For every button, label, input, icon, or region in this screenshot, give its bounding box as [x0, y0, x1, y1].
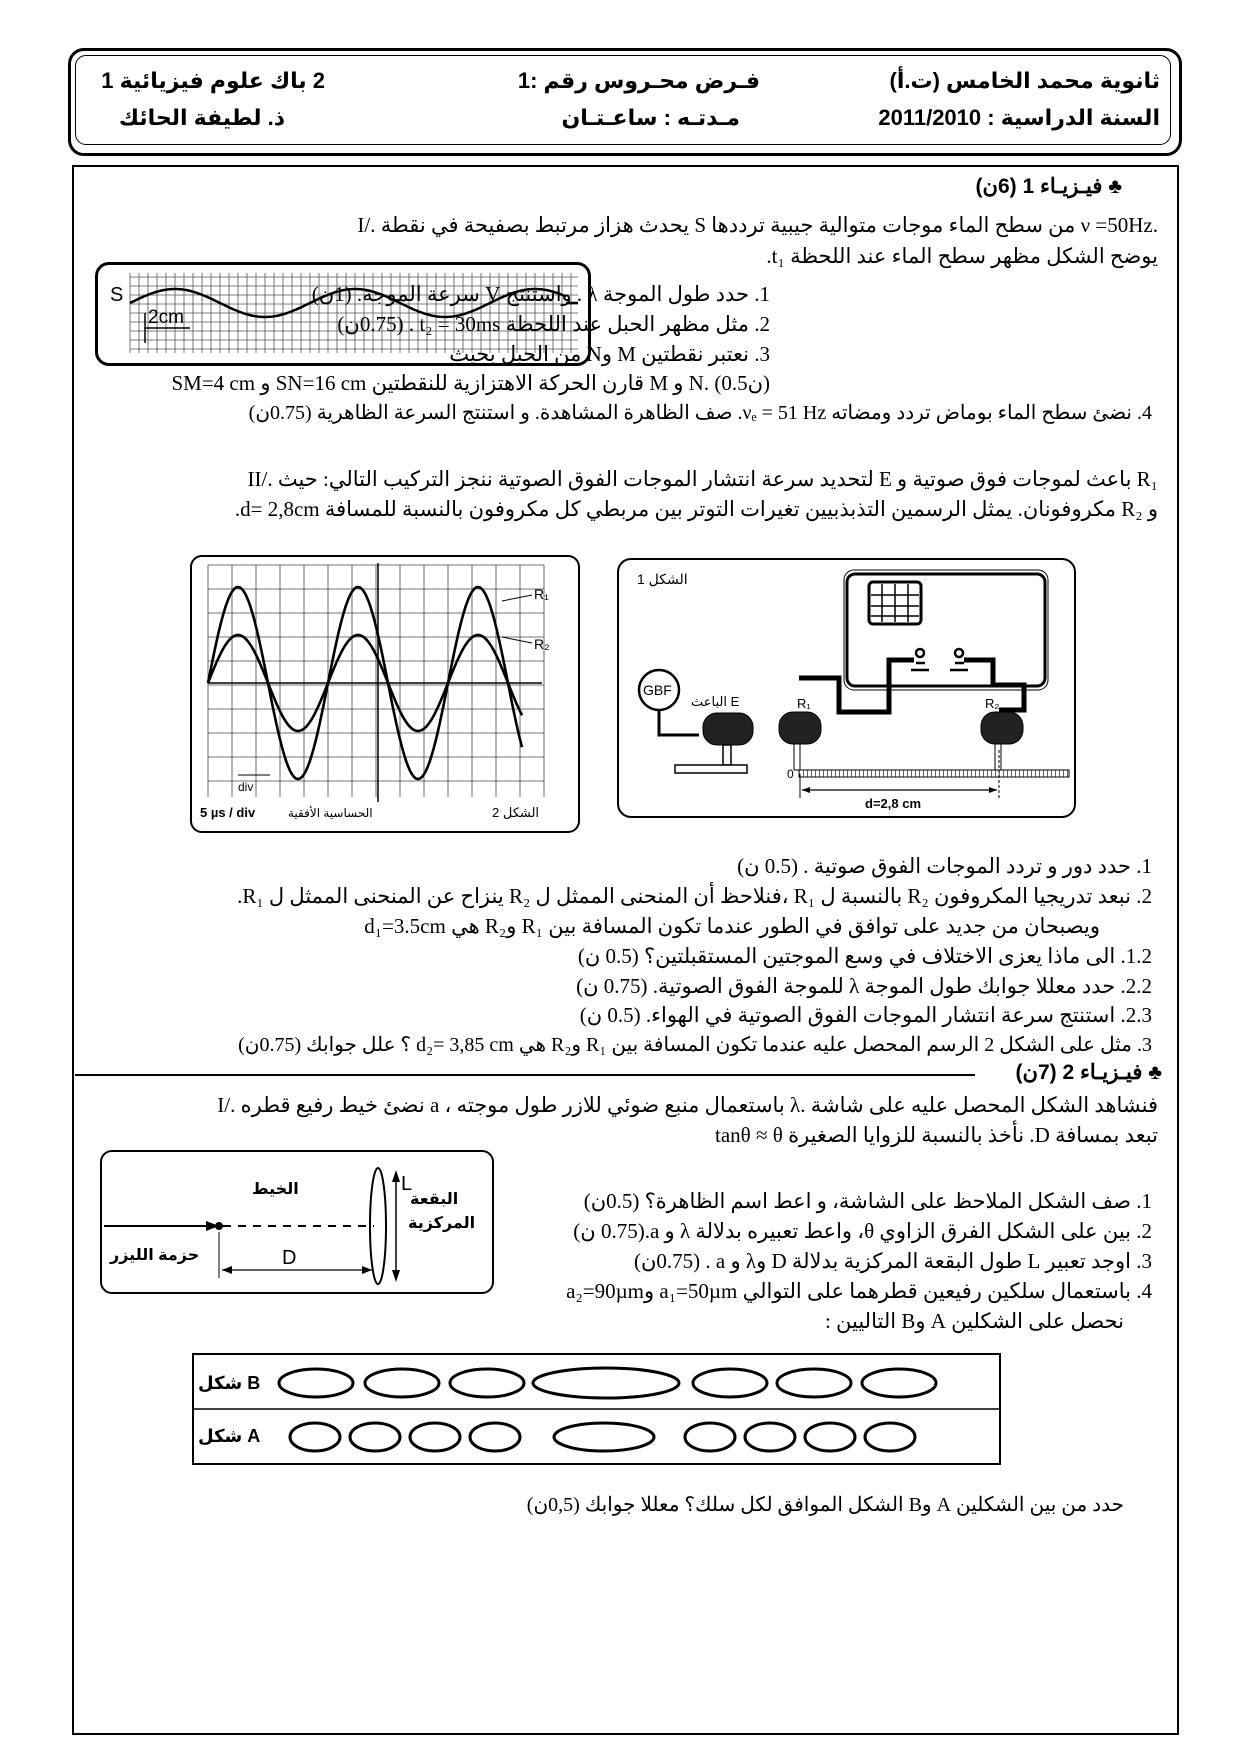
ultrasound-setup-figure [617, 558, 1076, 818]
emitter-E [703, 713, 753, 745]
p1-II-intro-2: و R₂ مكروفونان. يمثل الرسمين التذبذبيين تغيرات التوتر بين مربطي كل مكروفون بالنسبة للمسافة d= 2,8cm. [234, 497, 1158, 521]
mic-R1 [779, 712, 821, 744]
shape-B-label: شكل B [198, 1373, 261, 1393]
fig-wire-label: الخيط [252, 1181, 299, 1198]
osc-r1-label: R₁ [534, 586, 549, 602]
p2-q4b: نحصل على الشكلين A وB التاليين : [824, 1309, 1124, 1333]
fig-L-label: L [401, 1173, 413, 1195]
shape-A-pattern [290, 1423, 915, 1451]
screen-lens [370, 1168, 386, 1284]
osc-sensitivity-label: الحساسية الأفقية [288, 806, 373, 820]
p1-intro-2: يوضح الشكل مظهر سطح الماء عند اللحظة t₁. [766, 244, 1158, 268]
club-icon: ♣ [1108, 175, 1122, 198]
shape-A-label: شكل A [198, 1426, 261, 1446]
wave-source-label: S [110, 284, 124, 306]
osc-figure-label: الشكل 2 [492, 805, 540, 820]
p2-final-question: حدد من بين الشكلين A وB الشكل الموافق لكل سلك؟ معللا جوابك (0,5ن) [526, 1494, 1124, 1516]
p1-q3: 3. نعتبر نقطتين M وN من الحبل بحيث [449, 342, 770, 366]
exam-duration: مـدتـه : ساعـتـان [561, 105, 740, 130]
p1-q4: 4. نضئ سطح الماء بوماض تردد ومضاته νₑ = 51 Hz. صف الظاهرة المشاهدة. و استنتج السرعة الظاهرية (0.75ن) [248, 402, 1152, 424]
oscilloscope-figure [190, 555, 580, 833]
p1-q1: 1. حدد طول الموجة λ . واستنتج V سرعة الموجة. (1ن) [311, 282, 770, 306]
setup-r1-label: R₁ [797, 696, 811, 711]
p2-intro-2: تبعد بمسافة D. نأخذ بالنسبة للزوايا الصغيرة tanθ ≈ θ [715, 1123, 1158, 1147]
school-name: ثانوية محمد الخامس (ت.أ) [889, 68, 1160, 93]
fig-spot-label-2: المركزية [408, 1215, 476, 1232]
wave-scale-label: 2cm [148, 307, 184, 328]
p1-II-q2: 2. نبعد تدريجيا المكروفون R₂ بالنسبة ل R₁ ،فنلاحظ أن المنحنى الممثل ل R₂ ينزاح عن المنحنى الممثل ل R₁. [237, 884, 1152, 908]
fig-spot-label-1: البقعة [410, 1191, 459, 1208]
p1-II-q2b: ويصبحان من جديد على توافق في الطور عندما تكون المسافة بين R₁ وR₂ هي d₁=3.5cm [364, 914, 1100, 938]
p1-q3b: SM=4 cm و SN=16 cm قارن الحركة الاهتزازية للنقطتين M و N. (0.5ن) [171, 371, 770, 395]
wire-dot [215, 1222, 223, 1230]
p2-intro-1: I/. نضئ خيط رفيع قطره a ، باستعمال منبع ضوئي للازر طول موجته λ. فنشاهد الشكل المحصل عليه على شاشة [217, 1093, 1158, 1117]
setup-r2-label: R₂ [985, 696, 1000, 711]
teacher-name: ذ. لطيفة الحائك [118, 105, 285, 130]
club-icon: ♣ [1148, 1061, 1162, 1084]
ruler [799, 770, 1069, 777]
mic-R2 [981, 712, 1023, 744]
p1-II-q3: 3. مثل على الشكل 2 الرسم المحصل عليه عندما تكون المسافة بين R₁ وR₂ هي d₂= 3,85 cm ؟ علل جوابك (0.75ن) [238, 1034, 1152, 1056]
diffraction-figure [100, 1150, 494, 1294]
class-name: 2 باك علوم فيزيائية 1 [101, 68, 325, 93]
osc-div-label: div [238, 780, 254, 794]
ruler-zero: 0 [787, 767, 794, 781]
p1-II-intro-1: II/. لتحديد سرعة انتشار الموجات الفوق الصوتية ننجز التركيب التالي: حيث E باعث لموجات فوق صوتية و R₁ [247, 467, 1158, 491]
p2-q1: 1. صف الشكل الملاحظ على الشاشة، و اعط اسم الظاهرة؟ (0.5ن) [583, 1189, 1152, 1213]
p2-q2: 2. بين على الشكل الفرق الزاوي θ، واعط تعبيره بدلالة λ و a.(0.75 ن) [573, 1219, 1152, 1243]
emitter-label: الباعث E [691, 694, 740, 709]
physics1-title: ♣ فيـزيـاء 1 (6ن) [975, 175, 1122, 198]
gbf-label: GBF [643, 682, 672, 698]
physics2-title: ♣ فيـزيـاء 2 (7ن) [1015, 1061, 1162, 1084]
p1-intro-1: I/. يحدث هزاز مرتبط بصفيحة في نقطة S من سطح الماء موجات متوالية جيبية ترددها ν =50Hz. [357, 213, 1158, 237]
school-year: السنة الدراسية : 2011/2010 [878, 105, 1160, 130]
setup-figure-label: الشكل 1 [637, 571, 688, 587]
p2-q4: 4. باستعمال سلكين رفيعين قطرهما على التوالي a₁=50µm وa₂=90µm [566, 1279, 1152, 1303]
exam-title: فـرض محـروس رقم :1 [517, 68, 760, 93]
p1-II-q1: 1. حدد دور و تردد الموجات الفوق صوتية . (0.5 ن) [737, 854, 1152, 878]
osc-sensitivity: 5 µs / div [200, 805, 256, 820]
section-divider [75, 1074, 975, 1076]
fig-D-label: D [282, 1247, 297, 1269]
osc-r2-label: R₂ [534, 636, 550, 652]
p1-II-q23: 2.3. استنتج سرعة انتشار الموجات الفوق الصوتية في الهواء. (0.5 ن) [579, 1003, 1152, 1027]
shape-B-pattern [279, 1368, 936, 1398]
diffraction-patterns-box [192, 1353, 1001, 1465]
p2-q3: 3. اوجد تعبير L طول البقعة المركزية بدلالة D وλ و a . (0.75ن) [633, 1249, 1152, 1273]
p1-q2: 2. مثل مظهر الحبل عند اللحظة t₂ = 30ms . (0.75ن) [337, 312, 770, 336]
p1-II-q21: 1.2. الى ماذا يعزى الاختلاف في وسع الموجتين المستقبلتين؟ (0.5 ن) [577, 944, 1152, 968]
setup-distance: d=2,8 cm [865, 796, 922, 811]
p1-II-q22: 2.2. حدد معللا جوابك طول الموجة λ للموجة الفوق الصوتية. (0.75 ن) [576, 974, 1152, 998]
fig-laser-label: حزمة الليزر [110, 1247, 200, 1264]
